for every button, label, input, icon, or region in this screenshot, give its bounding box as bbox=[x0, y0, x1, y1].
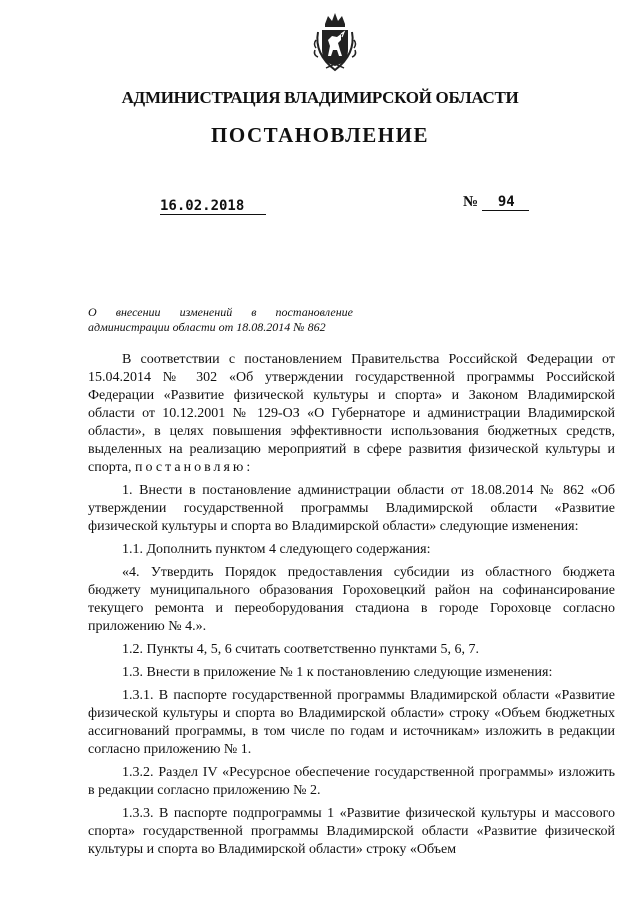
document-subject: О внесении изменений в постановление администрации области от 18.08.2014 № 862 bbox=[88, 305, 353, 334]
document-body bbox=[88, 351, 615, 864]
body-paragraph: 1.1. Дополнить пунктом 4 следующего содержания: bbox=[122, 542, 431, 557]
document-type-title: ПОСТАНОВЛЕНИЕ bbox=[211, 123, 429, 147]
body-paragraph: 1.3.2. Раздел IV «Ресурсное обеспечение государственной программы» изложить в редакции согласно приложению № 2. bbox=[88, 765, 615, 798]
body-paragraph: 1.2. Пункты 4, 5, 6 считать соответственно пунктами 5, 6, 7. bbox=[122, 642, 480, 657]
intro-text: В соответствии с постановлением Правительства Российской Федерации от 15.04.2014 № 302 «Об утверждении государственной программы Российской Федерации «Развитие физической культуры и спорта» и Законом Владимирской области от 10.12.2001 № 129-ОЗ «О Губернаторе и администрации Владимирской области», в целях повышения эффективности использования бюджетных средств, выделенных на реализацию мероприятий в сфере развития физической культуры и спорта, bbox=[88, 352, 615, 475]
organization-name: АДМИНИСТРАЦИЯ ВЛАДИМИРСКОЙ ОБЛАСТИ bbox=[121, 88, 519, 107]
number-label: № bbox=[463, 194, 479, 210]
document-number-block bbox=[463, 194, 529, 211]
body-paragraph: 1.3. Внести в приложение № 1 к постановлению следующие изменения: bbox=[122, 665, 553, 680]
vladimir-coat-of-arms-icon bbox=[310, 10, 360, 74]
body-paragraph: 1. Внести в постановление администрации области от 18.08.2014 № 862 «Об утверждении государственной программы Владимирской области «Развитие физической культуры и спорта во Владимирской области» следующие изменения: bbox=[88, 483, 615, 534]
resolve-word: постановляю: bbox=[135, 460, 254, 475]
body-paragraph: 1.3.3. В паспорте подпрограммы 1 «Развитие физической культуры и массового спорта» государственной программы Владимирской области «Развитие физической культуры и спорта во Владимирской области» строку «Объем bbox=[88, 806, 615, 857]
document-number: 94 bbox=[482, 194, 529, 211]
intro-paragraph bbox=[88, 351, 615, 477]
document-date: 16.02.2018 bbox=[160, 198, 266, 215]
body-paragraph: «4. Утвердить Порядок предоставления субсидии из областного бюджета бюджету муниципального образования Гороховецкий район на софинансирование текущего ремонта и переоборудования стадиона в городе Гороховце согласно приложению № 4.». bbox=[88, 565, 615, 634]
body-paragraph: 1.3.1. В паспорте государственной программы Владимирской области «Развитие физической культуры и спорта во Владимирской области» строку «Объем бюджетных ассигнований программы, в том числе по годам и источникам» изложить в редакции согласно приложению № 1. bbox=[88, 688, 615, 757]
